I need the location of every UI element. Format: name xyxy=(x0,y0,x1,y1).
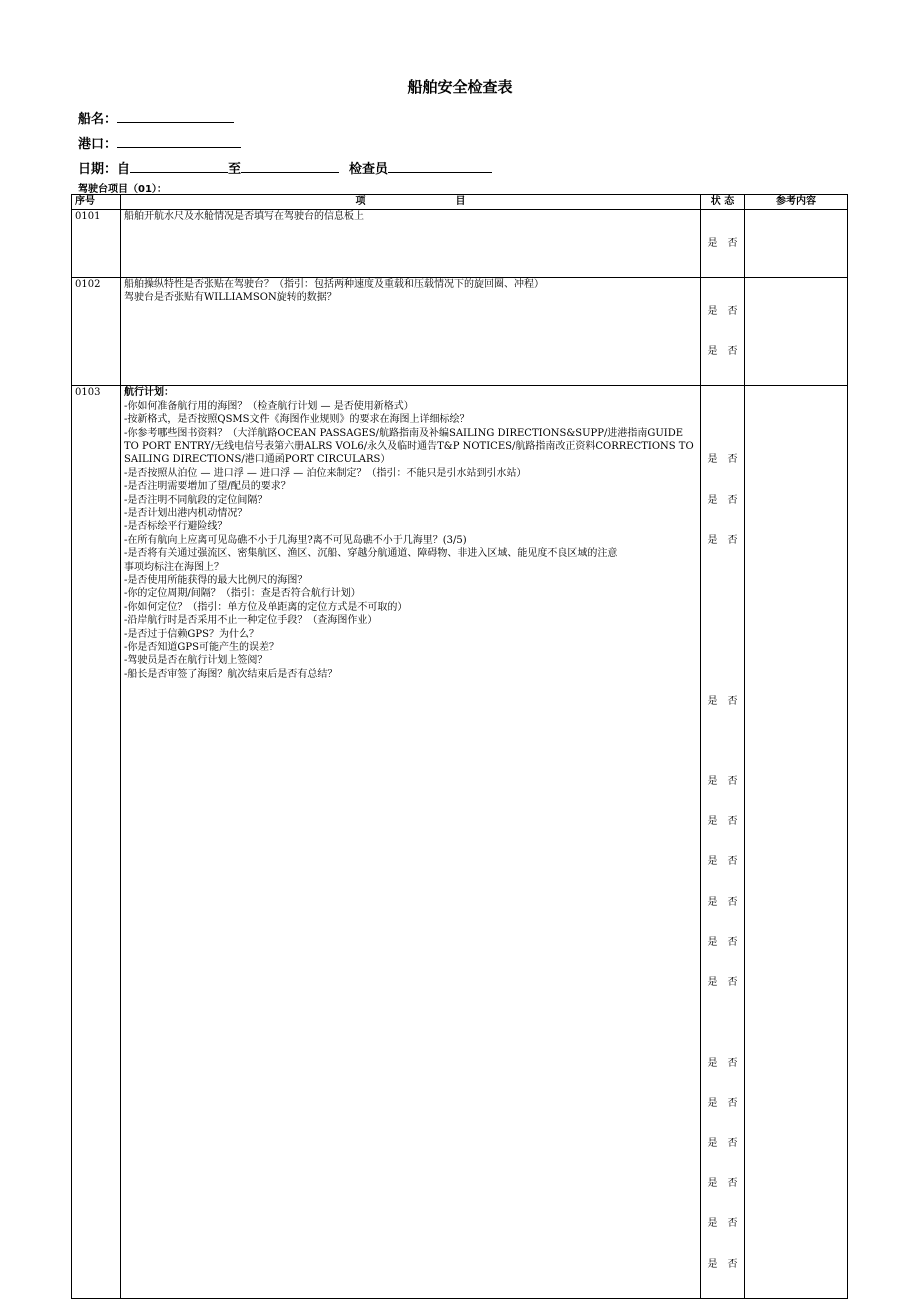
item-line: -你是否知道GPS可能产生的误差？ xyxy=(124,642,279,653)
item-line: 事项均标注在海图上？ xyxy=(124,561,224,573)
status-yes-no[interactable]: 是 否 xyxy=(707,454,738,466)
item-line: -船长是否审签了海图？航次结束后是否有总结？ xyxy=(124,668,338,680)
port-field xyxy=(78,133,241,152)
status-yes-no[interactable]: 是 否 xyxy=(707,494,738,506)
subheading-line: 航行计划： xyxy=(124,387,174,399)
port-label: 港口： xyxy=(78,137,118,152)
item-line: 船舶操纵特性是否张贴在驾驶台？（指引：包括两种速度及重载和压载情况下的旋回圈、冲程） xyxy=(124,279,544,291)
item-line: -是否按照从泊位 — 进口浮 — 进口浮 — 泊位来制定？（指引：不能只是引水站到引水站） xyxy=(124,467,527,479)
item-line: -是否注明不同航段的定位间隔？ xyxy=(124,494,268,506)
status-yes-no[interactable]: 是 否 xyxy=(707,1137,738,1149)
ship-name-field xyxy=(78,108,234,127)
table-row xyxy=(72,386,848,1299)
table-row xyxy=(72,278,848,386)
row-reference[interactable] xyxy=(745,278,848,386)
status-yes-no[interactable] xyxy=(704,1016,741,1029)
status-yes-no[interactable]: 是 否 xyxy=(707,977,738,989)
status-yes-no[interactable]: 是 否 xyxy=(707,237,738,249)
item-line: -是否标绘平行避险线？ xyxy=(124,521,228,533)
status-yes-no[interactable] xyxy=(704,735,741,748)
date-field xyxy=(78,158,492,177)
status-yes-no[interactable]: 是 否 xyxy=(707,346,738,358)
status-yes-no[interactable]: 是 否 xyxy=(707,1178,738,1190)
item-line: -你的定位周期/间隔？（指引：查是否符合航行计划） xyxy=(124,588,361,600)
status-yes-no[interactable]: 是 否 xyxy=(707,936,738,948)
status-yes-no[interactable] xyxy=(704,574,741,587)
row-status[interactable] xyxy=(701,278,745,386)
row-status[interactable] xyxy=(701,386,745,1299)
inspector-blank[interactable] xyxy=(388,160,492,173)
checklist-table xyxy=(71,194,848,1299)
item-line: -你参考哪些图书资料？（大洋航路OCEAN PASSAGES/航路指南及补编SAILING DIRECTIONS&SUPP/进港指南GUIDE xyxy=(124,427,684,439)
status-yes-no[interactable]: 是 否 xyxy=(707,775,738,787)
status-yes-no[interactable]: 是 否 xyxy=(707,695,738,707)
item-line: -是否将有关通过强流区、密集航区、渔区、沉船、穿越分航通道、障碍物、非进入区域、能见度不良区域的注意 xyxy=(124,548,618,560)
status-yes-no[interactable] xyxy=(704,654,741,667)
table-header-row xyxy=(72,195,848,210)
date-from-label: 自 xyxy=(117,162,131,177)
item-line: -是否使用所能获得的最大比例尺的海图？ xyxy=(124,574,308,586)
item-line: -是否过于信赖GPS？为什么？ xyxy=(124,628,259,640)
ship-name-label: 船名： xyxy=(78,112,118,127)
item-line: -在所有航向上应离可见岛礁不小于几海里?离不可见岛礁不小于几海里？(3/5) xyxy=(124,534,467,546)
item-line: -沿岸航行时是否采用不止一种定位手段？（查海图作业） xyxy=(124,615,378,627)
status-yes-no[interactable]: 是 否 xyxy=(707,534,738,546)
status-yes-no[interactable]: 是 否 xyxy=(707,896,738,908)
row-reference[interactable] xyxy=(745,210,848,278)
row-item xyxy=(121,386,701,1299)
row-reference[interactable] xyxy=(745,386,848,1299)
item-line: -是否计划出港内机动情况？ xyxy=(124,507,248,519)
row-number: 0103 xyxy=(72,386,121,1299)
item-line: -按新格式，是否按照QSMS文件《海图作业规则》的要求在海图上详细标绘？ xyxy=(124,414,470,426)
row-item xyxy=(121,210,701,278)
row-status[interactable] xyxy=(701,210,745,278)
status-yes-no[interactable]: 是 否 xyxy=(707,1057,738,1069)
page-title: 船舶安全检查表 xyxy=(407,78,513,96)
status-yes-no[interactable] xyxy=(704,614,741,627)
item-line: SAILING DIRECTIONS/港口通函PORT CIRCULARS） xyxy=(124,454,391,466)
row-number: 0102 xyxy=(72,278,121,386)
date-label: 日期： xyxy=(78,162,118,177)
row-item xyxy=(121,278,701,386)
item-line: TO PORT ENTRY/无线电信号表第六册ALRS VOL6/永久及临时通告T&P NOTICES/航路指南改正资料CORRECTIONS TO xyxy=(124,440,694,452)
status-yes-no[interactable]: 是 否 xyxy=(707,305,738,317)
status-yes-no[interactable]: 是 否 xyxy=(707,856,738,868)
item-line: -是否注明需要增加了望/配员的要求？ xyxy=(124,481,291,493)
port-blank[interactable] xyxy=(117,135,241,148)
section-title: 驾驶台项目（01）： xyxy=(78,184,167,195)
status-yes-no[interactable] xyxy=(704,413,741,426)
item-line: 驾驶台是否张贴有WILLIAMSON旋转的数据？ xyxy=(124,292,337,304)
header-status: 状 态 xyxy=(701,195,745,210)
item-line: -驾驶员是否在航行计划上签阅？ xyxy=(124,655,268,667)
status-yes-no[interactable]: 是 否 xyxy=(707,816,738,828)
date-to-label: 至 xyxy=(228,162,242,177)
status-yes-no[interactable]: 是 否 xyxy=(707,1258,738,1270)
header-reference: 参考内容 xyxy=(745,195,848,210)
ship-name-blank[interactable] xyxy=(117,110,234,123)
table-row xyxy=(72,210,848,278)
item-line: -你如何准备航行用的海图？（检查航行计划 — 是否使用新格式） xyxy=(124,400,414,412)
header-item: 项 目 xyxy=(121,195,701,210)
status-yes-no[interactable]: 是 否 xyxy=(707,1218,738,1230)
row-number: 0101 xyxy=(72,210,121,278)
date-to-blank[interactable] xyxy=(241,160,339,173)
date-from-blank[interactable] xyxy=(130,160,228,173)
inspector-label: 检查员 xyxy=(349,162,389,177)
item-line: 船舶开航水尺及水舱情况是否填写在驾驶台的信息板上 xyxy=(124,211,364,222)
status-yes-no[interactable]: 是 否 xyxy=(707,1097,738,1109)
header-number: 序号 xyxy=(72,195,121,210)
item-line: -你如何定位？（指引：单方位及单距离的定位方式是不可取的） xyxy=(124,601,408,613)
